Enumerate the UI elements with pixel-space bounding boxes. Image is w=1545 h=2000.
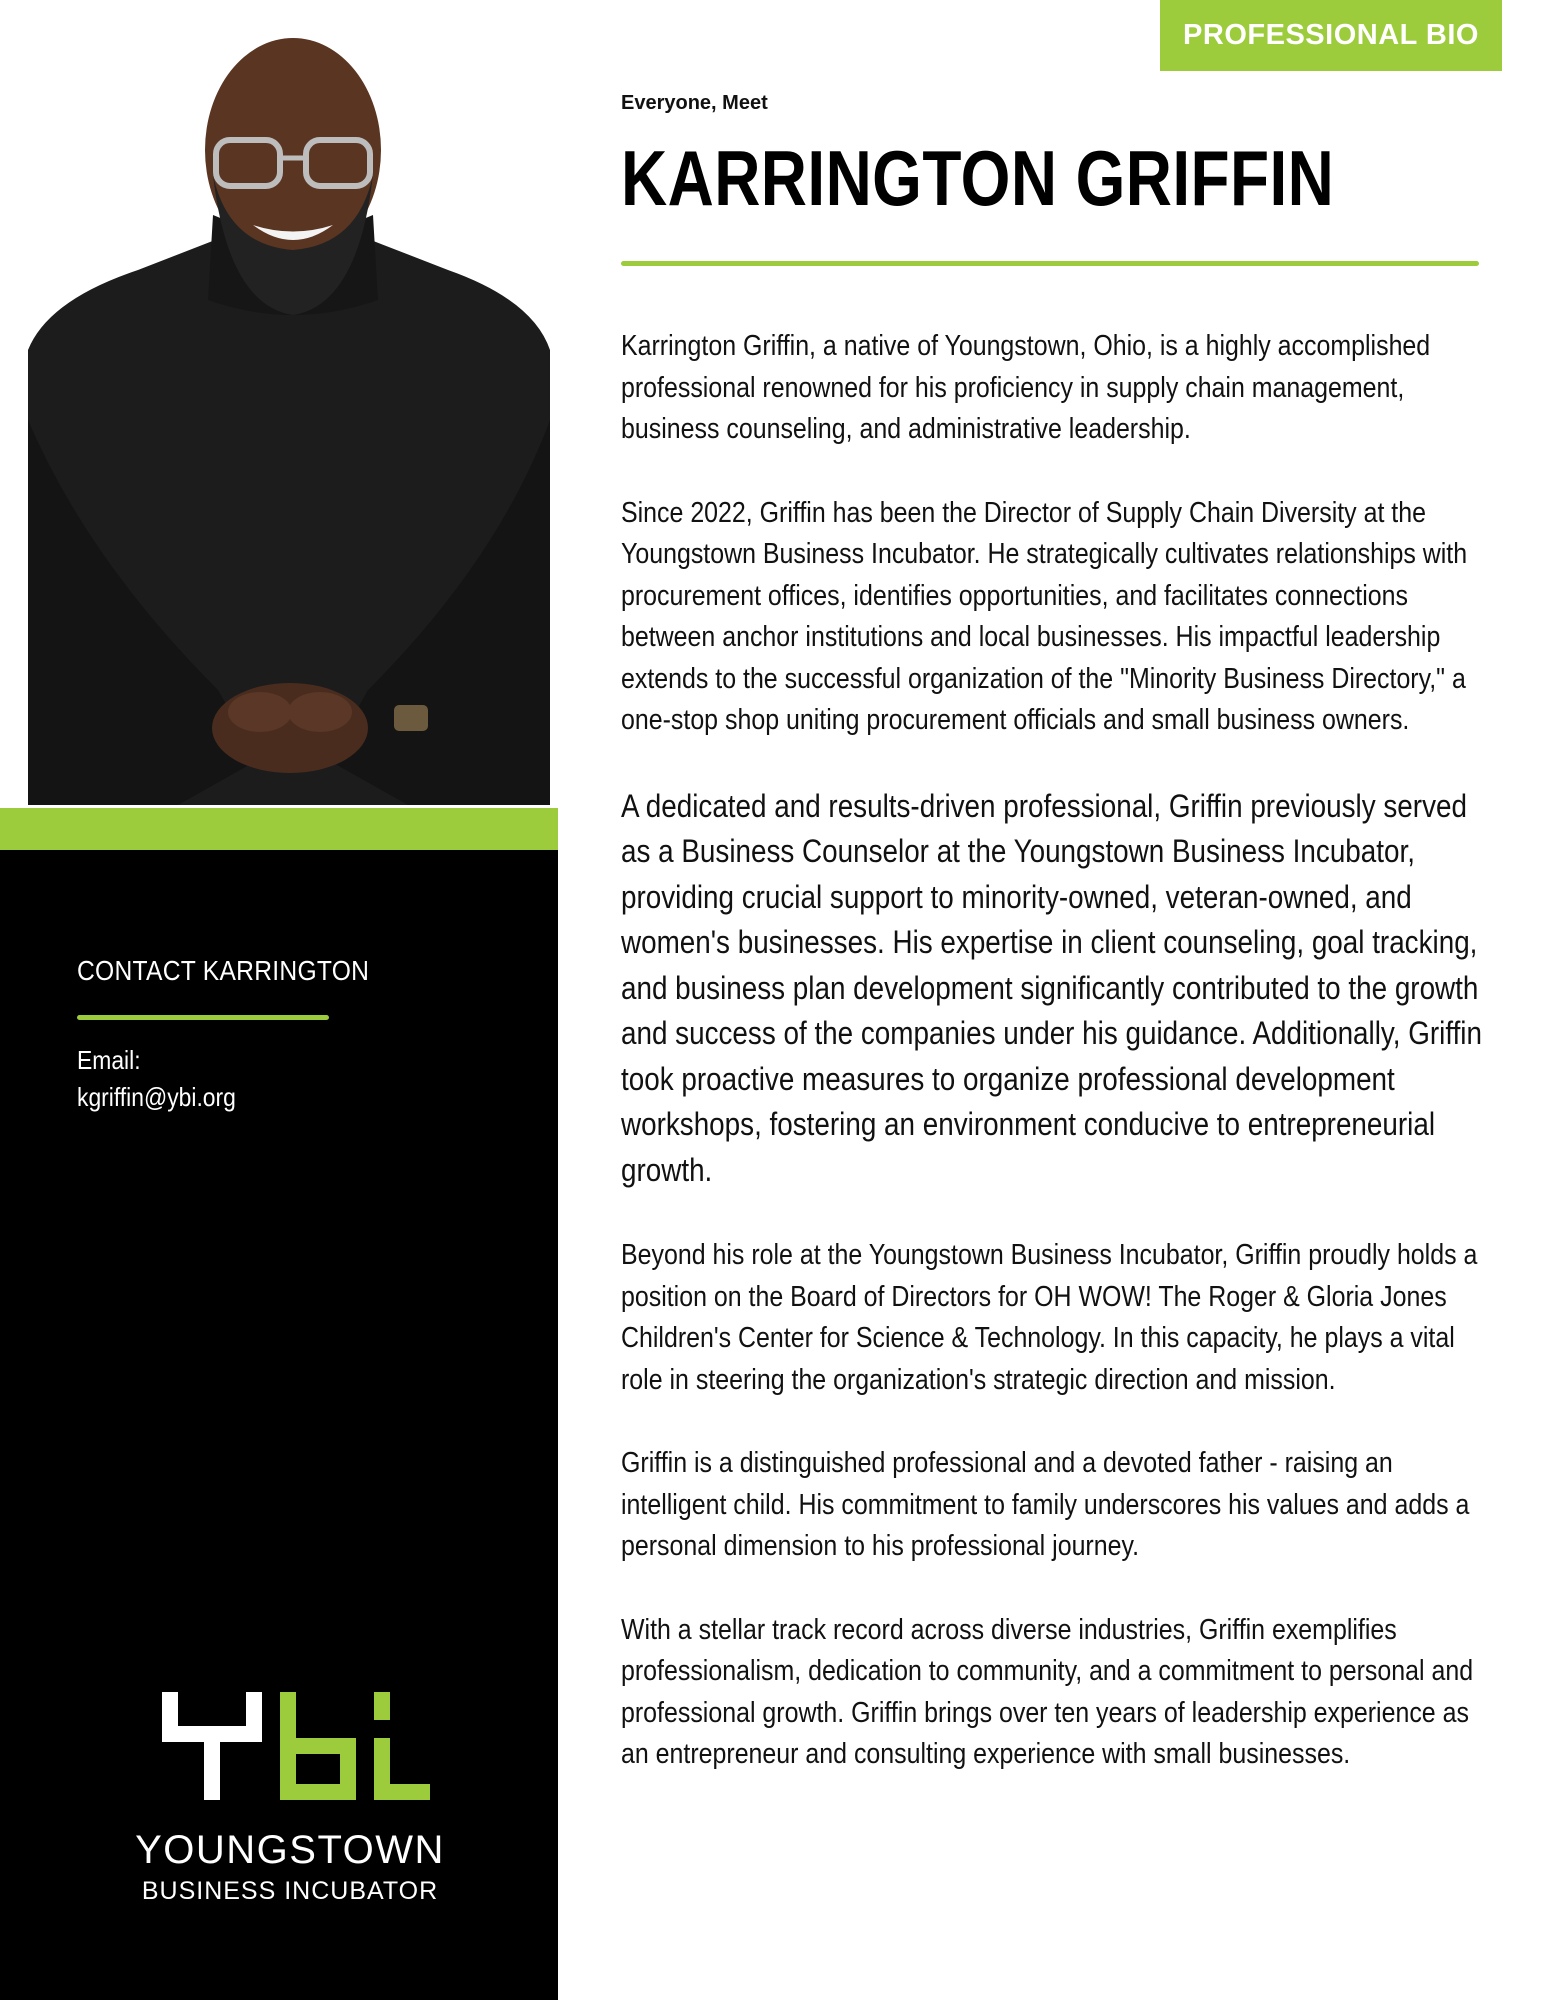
bio-paragraph-3: A dedicated and results-driven professional, Griffin previously served as a Business Counselor at the Youngstown Business Incubator, providing crucial support to minority-owned, veteran-owned, and women's businesses. His expertise in client counseling, goal tracking, and business plan development significantly contributed to the growth and success of the companies under his guidance. Additionally, Griffin took proactive measures to organize professional development workshops, fostering an environment conducive to entrepreneurial growth. xyxy=(621,787,1482,1188)
portrait-photo xyxy=(28,0,550,805)
logo-youngstown: YOUNGSTOWN xyxy=(135,1828,445,1872)
ybi-logo-mark-icon xyxy=(130,1680,460,1820)
name-divider xyxy=(621,261,1479,266)
ybi-logo xyxy=(130,1680,460,1910)
bio-paragraph-4: Beyond his role at the Youngstown Business Incubator, Griffin proudly holds a position on the Board of Directors for OH WOW! The Roger & Gloria Jones Children's Center for Science & Technology. In this capacity, he plays a vital role in steering the organization's strategic direction and mission. xyxy=(621,1239,1478,1396)
accent-bar xyxy=(0,808,558,850)
bio-paragraph-5: Griffin is a distinguished professional and a devoted father - raising an intelligent child. His commitment to family underscores his values and adds a personal dimension to his professional journey. xyxy=(621,1447,1470,1562)
email-label: Email: xyxy=(77,1045,141,1075)
bio-body xyxy=(621,326,1501,1776)
contact-heading: CONTACT KARRINGTON xyxy=(77,955,370,986)
portrait-illustration xyxy=(28,0,550,805)
contact-divider xyxy=(77,1015,329,1020)
bio-paragraph-2: Since 2022, Griffin has been the Director of Supply Chain Diversity at the Youngstown Business Incubator. He strategically cultivates relationships with procurement offices, identifies opportunities, and facilitates connections between anchor institutions and local businesses. His impactful leadership extends to the successful organization of the "Minority Business Directory," a one-stop shop uniting procurement officials and small business owners. xyxy=(621,496,1468,736)
person-name: KARRINGTON GRIFFIN xyxy=(621,134,1335,222)
email-address[interactable]: kgriffin@ybi.org xyxy=(77,1082,236,1112)
intro-text: Everyone, Meet xyxy=(621,92,768,114)
bio-paragraph-6: With a stellar track record across diverse industries, Griffin exemplifies professionalism, dedication to community, and a commitment to personal and professional growth. Griffin brings over ten years of leadership experience as an entrepreneur and consulting experience with small businesses. xyxy=(621,1613,1474,1770)
professional-bio-badge: PROFESSIONAL BIO xyxy=(1160,0,1502,71)
contact-info xyxy=(77,1042,236,1116)
bio-paragraph-1: Karrington Griffin, a native of Youngstown, Ohio, is a highly accomplished professional renowned for his proficiency in supply chain management, business counseling, and administrative leadership. xyxy=(621,330,1431,445)
logo-business-incubator: BUSINESS INCUBATOR xyxy=(141,1877,439,1905)
